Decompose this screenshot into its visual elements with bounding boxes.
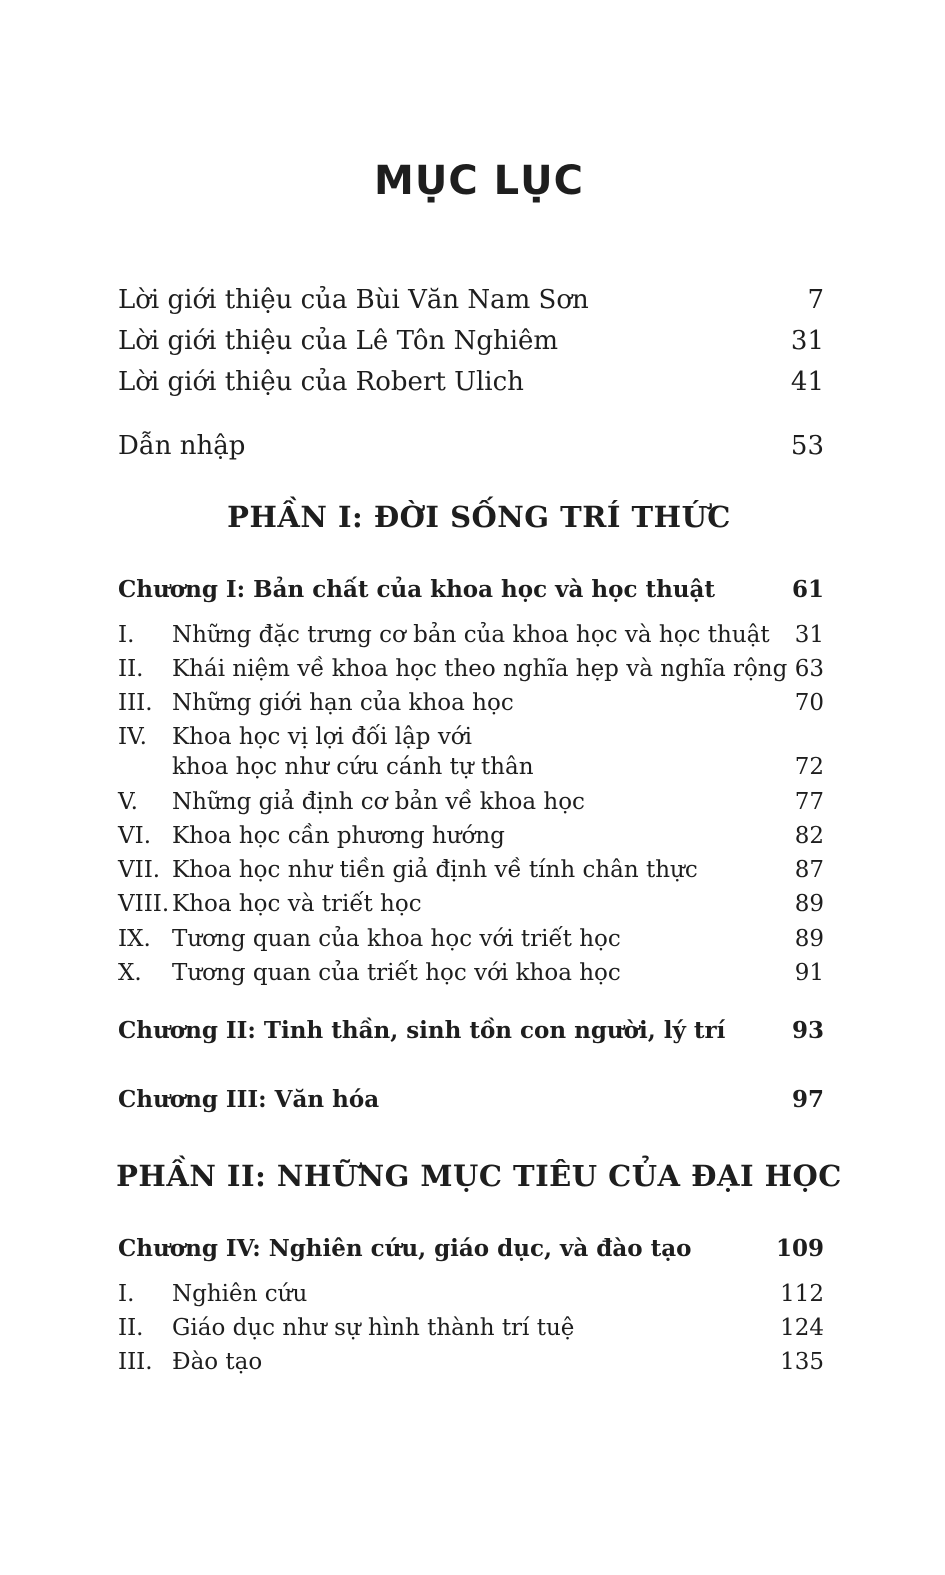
item-label: Khoa học cần phương hướng: [172, 823, 505, 849]
item-number: X.: [118, 960, 142, 986]
item-number: I.: [118, 1281, 135, 1307]
item-page: 87: [794, 857, 824, 883]
item-label: Nghiên cứu: [172, 1281, 308, 1307]
toc-chapter-1[interactable]: [118, 574, 824, 606]
toc-item[interactable]: [118, 722, 824, 782]
item-page: 112: [780, 1281, 824, 1307]
toc-item[interactable]: [118, 1347, 824, 1377]
toc-item[interactable]: [118, 1279, 824, 1309]
item-page: 63: [794, 656, 824, 682]
toc-entry-intro-bui-van-nam-son[interactable]: [118, 284, 824, 316]
item-label: Những giới hạn của khoa học: [172, 690, 514, 716]
item-label: Những đặc trưng cơ bản của khoa học và học thuật: [172, 622, 770, 648]
item-page: 89: [794, 891, 824, 917]
item-label: Tương quan của triết học với khoa học: [172, 960, 621, 986]
chapter-label: Chương IV: Nghiên cứu, giáo dục, và đào tạo: [118, 1235, 692, 1262]
item-page: 72: [794, 754, 824, 780]
item-number: IV.: [118, 724, 147, 750]
item-page: 31: [794, 622, 824, 648]
toc-entry-page: 41: [790, 367, 824, 397]
toc-entry-page: 53: [790, 431, 824, 461]
chapter-label: Chương III: Văn hóa: [118, 1086, 380, 1113]
item-number: I.: [118, 622, 135, 648]
item-number: V.: [118, 789, 138, 815]
item-page: 124: [780, 1315, 824, 1341]
item-number: II.: [118, 1315, 144, 1341]
item-page: 82: [794, 823, 824, 849]
page-title: MỤC LỤC: [374, 158, 584, 204]
toc-entry-label: Lời giới thiệu của Bùi Văn Nam Sơn: [118, 285, 589, 315]
toc-item[interactable]: [118, 1313, 824, 1343]
toc-entry-page: 7: [807, 285, 824, 315]
toc-entry-page: 31: [790, 326, 824, 356]
toc-entry-label: Lời giới thiệu của Lê Tôn Nghiêm: [118, 326, 559, 356]
toc-entry-dan-nhap[interactable]: [118, 430, 824, 462]
chapter-page: 109: [775, 1235, 824, 1262]
item-page: 91: [794, 960, 824, 986]
item-number: VII.: [118, 857, 161, 883]
item-label: Khoa học vị lợi đối lập với: [172, 724, 473, 750]
chapter-label: Chương II: Tinh thần, sinh tồn con người, lý trí: [118, 1017, 726, 1044]
item-page: 77: [794, 789, 824, 815]
toc-item[interactable]: [118, 620, 824, 650]
item-number: III.: [118, 1349, 153, 1375]
item-number: VIII.: [118, 891, 170, 917]
item-label-continued: khoa học như cứu cánh tự thân: [172, 754, 534, 780]
item-label: Giáo dục như sự hình thành trí tuệ: [172, 1315, 575, 1341]
item-number: VI.: [118, 823, 152, 849]
toc-item[interactable]: [118, 889, 824, 919]
toc-item[interactable]: [118, 787, 824, 817]
toc-item[interactable]: [118, 821, 824, 851]
toc-entry-intro-robert-ulich[interactable]: [118, 366, 824, 398]
toc-chapter-3[interactable]: [118, 1084, 824, 1116]
toc-item[interactable]: [118, 654, 824, 684]
part-heading-1: PHẦN I: ĐỜI SỐNG TRÍ THỨC: [227, 500, 731, 534]
item-number: III.: [118, 690, 153, 716]
chapter-page: 93: [791, 1017, 824, 1044]
item-page: 135: [780, 1349, 824, 1375]
part-heading-2: PHẦN II: NHỮNG MỤC TIÊU CỦA ĐẠI HỌC: [116, 1159, 842, 1193]
chapter-page: 61: [791, 576, 824, 603]
item-label: Khoa học như tiền giả định về tính chân thực: [172, 857, 698, 883]
item-label: Khoa học và triết học: [172, 891, 422, 917]
item-number: IX.: [118, 926, 151, 952]
item-label: Những giả định cơ bản về khoa học: [172, 789, 585, 815]
toc-entry-label: Lời giới thiệu của Robert Ulich: [118, 367, 524, 397]
item-number: II.: [118, 656, 144, 682]
toc-entry-label: Dẫn nhập: [118, 431, 246, 461]
item-label: Khái niệm về khoa học theo nghĩa hẹp và nghĩa rộng: [172, 656, 788, 682]
toc-item[interactable]: [118, 924, 824, 954]
toc-item[interactable]: [118, 688, 824, 718]
item-label: Đào tạo: [172, 1349, 263, 1375]
chapter-label: Chương I: Bản chất của khoa học và học thuật: [118, 576, 716, 603]
item-label: Tương quan của khoa học với triết học: [172, 926, 621, 952]
item-page: 70: [794, 690, 824, 716]
toc-chapter-2[interactable]: [118, 1015, 824, 1047]
toc-item[interactable]: [118, 855, 824, 885]
toc-entry-intro-le-ton-nghiem[interactable]: [118, 325, 824, 357]
chapter-page: 97: [791, 1086, 824, 1113]
toc-item[interactable]: [118, 958, 824, 988]
toc-chapter-4[interactable]: [118, 1233, 824, 1265]
item-page: 89: [794, 926, 824, 952]
